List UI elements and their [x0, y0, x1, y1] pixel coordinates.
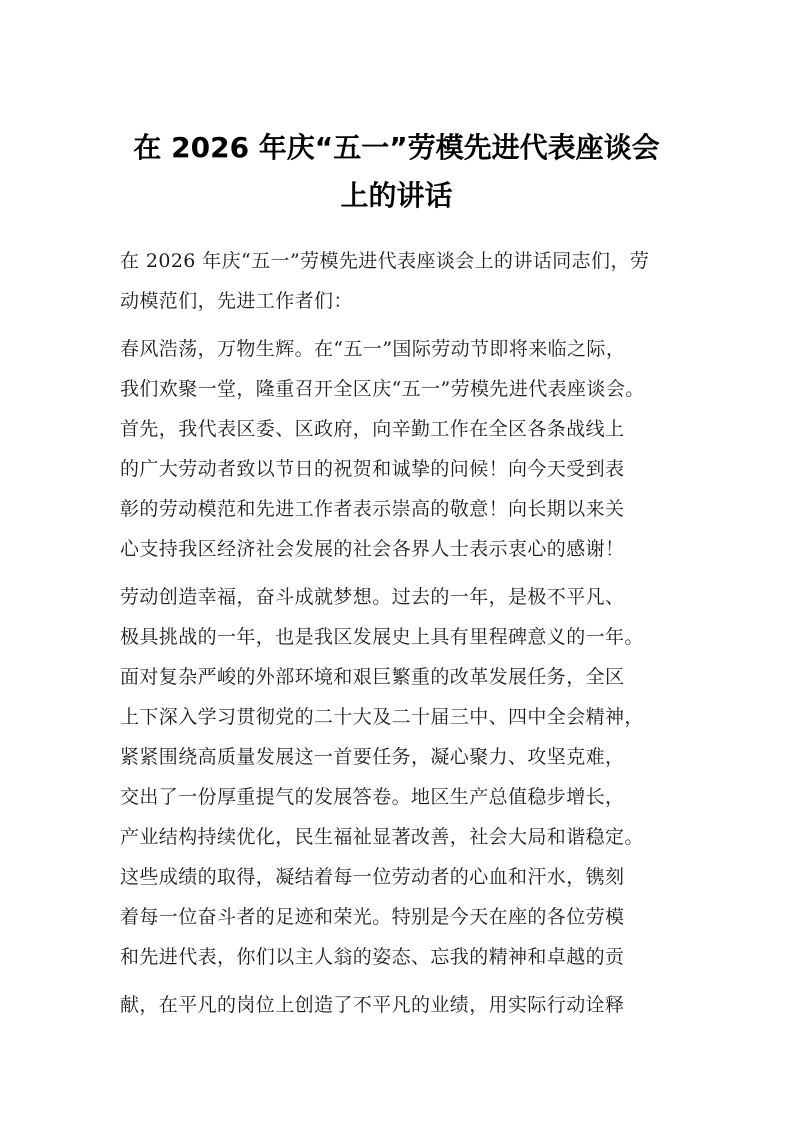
body-line: 上下深入学习贯彻党的二十大及二十届三中、四中全会精神， — [120, 706, 644, 728]
body-line: 首先，我代表区委、区政府，向辛勤工作在全区各条战线上 — [120, 418, 625, 440]
body-line: 在 2026 年庆“五一”劳模先进代表座谈会上的讲话同志们，劳 — [120, 250, 650, 272]
body-line: 这些成绩的取得，凝结着每一位劳动者的心血和汗水，镌刻 — [120, 866, 625, 888]
document-title-line-2: 上的讲话 — [340, 179, 453, 212]
body-line: 心支持我区经济社会发展的社会各界人士表示衷心的感谢！ — [120, 538, 625, 560]
body-line: 交出了一份厚重提气的发展答卷。地区生产总值稳步增长， — [120, 786, 625, 808]
body-line: 产业结构持续优化，民生福祉显著改善，社会大局和谐稳定。 — [120, 826, 644, 848]
body-line: 极具挑战的一年，也是我区发展史上具有里程碑意义的一年。 — [120, 626, 644, 648]
body-line: 劳动创造幸福，奋斗成就梦想。过去的一年，是极不平凡、 — [120, 586, 625, 608]
body-line: 面对复杂严峻的外部环境和艰巨繁重的改革发展任务，全区 — [120, 666, 625, 688]
body-line: 和先进代表，你们以主人翁的姿态、忘我的精神和卓越的贡 — [120, 946, 625, 968]
body-line: 紧紧围绕高质量发展这一首要任务，凝心聚力、攻坚克难， — [120, 746, 625, 768]
body-line: 的广大劳动者致以节日的祝贺和诚挚的问候！向今天受到表 — [120, 458, 625, 480]
document-title-line-1: 在 2026 年庆“五一”劳模先进代表座谈会 — [133, 131, 660, 164]
body-line: 献，在平凡的岗位上创造了不平凡的业绩，用实际行动诠释 — [120, 994, 625, 1016]
body-line: 春风浩荡，万物生辉。在“五一”国际劳动节即将来临之际， — [120, 338, 626, 360]
body-line: 我们欢聚一堂，隆重召开全区庆“五一”劳模先进代表座谈会。 — [120, 378, 645, 400]
body-line: 彰的劳动模范和先进工作者表示崇高的敬意！向长期以来关 — [120, 498, 625, 520]
body-line: 着每一位奋斗者的足迹和荣光。特别是今天在座的各位劳模 — [120, 906, 625, 928]
body-line: 动模范们，先进工作者们： — [120, 290, 353, 312]
